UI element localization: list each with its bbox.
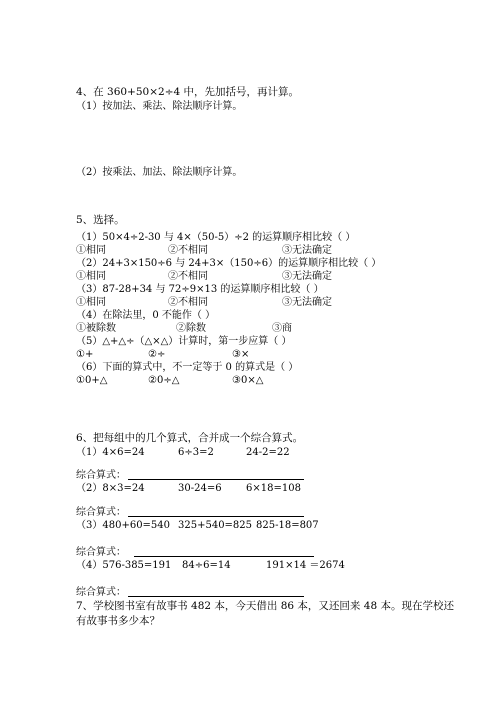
q5-s4-option-a: ①被除数 <box>76 323 116 334</box>
q5-s6-option-a: ①0+△ <box>76 375 108 386</box>
q5-s3-option-c: ③无法确定 <box>282 297 332 308</box>
q6-g2-answer-line[interactable] <box>128 506 304 517</box>
q4-title: 4、在 360+50×2÷4 中，先加括号，再计算。 <box>76 86 300 98</box>
q6-g2-combined-label: 综合算式： <box>76 507 126 518</box>
q5-s4-option-c: ③商 <box>272 323 292 334</box>
q5-s4-stem: （4）在除法里，0 不能作（ ） <box>76 310 216 321</box>
q7-line2: 有故事书多少本？ <box>76 615 160 627</box>
q6-g4-eq3: 191×14 ＝2674 <box>266 560 345 571</box>
q5-s1-stem: （1）50×4÷2-30 与 4×（50-5）÷2 的运算顺序相比较（ ） <box>76 232 356 243</box>
q5-title: 5、选择。 <box>76 214 125 226</box>
q6-g3-eq2: 325+540=825 <box>178 520 253 531</box>
q6-g3-answer-line[interactable] <box>134 546 314 557</box>
q5-s3-stem: （3）87-28+34 与 72÷9×13 的运算顺序相比较（ ） <box>76 284 324 295</box>
q5-s1-option-c: ③无法确定 <box>282 245 332 256</box>
q7-line1: 7、学校图书室有故事书 482 本，今天借出 86 本，又还回来 48 本。现在学校还 <box>76 600 454 612</box>
q6-g3-eq1: （3）480+60=540 <box>76 520 171 531</box>
q5-s1-option-b: ②不相同 <box>168 245 208 256</box>
q6-g2-eq2: 30-24=6 <box>178 483 222 494</box>
q6-g1-eq2: 6÷3=2 <box>178 447 214 458</box>
q5-s6-option-c: ③0×△ <box>232 375 264 386</box>
q5-s4-option-b: ②除数 <box>176 323 206 334</box>
q5-s5-stem: （5）△+△÷（△×△）计算时，第一步应算（ ） <box>76 336 292 347</box>
q5-s6-stem: （6）下面的算式中，不一定等于 0 的算式是（ ） <box>76 362 299 373</box>
q6-g4-combined-label: 综合算式： <box>76 587 126 598</box>
q6-g1-eq1: （1）4×6=24 <box>76 447 145 458</box>
q5-s3-option-b: ②不相同 <box>168 297 208 308</box>
q5-s1-option-a: ①相同 <box>76 245 106 256</box>
q6-g1-eq3: 24-2=22 <box>246 447 290 458</box>
q6-g3-eq3: 825-18=807 <box>256 520 319 531</box>
q5-s2-option-c: ③无法确定 <box>282 271 332 282</box>
q5-s3-option-a: ①相同 <box>76 297 106 308</box>
q5-s5-option-a: ①+ <box>76 349 94 360</box>
q5-s2-stem: （2）24+3×150÷6 与 24+3×（150÷6）的运算顺序相比较（ ） <box>76 258 382 269</box>
q6-g1-answer-line[interactable] <box>128 469 304 480</box>
q6-g4-eq2: 84÷6=14 <box>182 560 231 571</box>
q4-part1: （1）按加法、乘法、除法顺序计算。 <box>76 101 243 112</box>
q6-g4-answer-line[interactable] <box>128 586 304 597</box>
q6-g3-combined-label: 综合算式： <box>76 547 126 558</box>
q6-g4-eq1: （4）576-385=191 <box>76 560 172 571</box>
q4-part2: （2）按乘法、加法、除法顺序计算。 <box>76 167 243 178</box>
q6-g2-eq1: （2）8×3=24 <box>76 483 145 494</box>
q6-g1-combined-label: 综合算式： <box>76 470 126 481</box>
q5-s2-option-a: ①相同 <box>76 271 106 282</box>
q5-s5-option-c: ③× <box>232 349 250 360</box>
q6-g2-eq3: 6×18=108 <box>246 483 301 494</box>
q5-s2-option-b: ②不相同 <box>168 271 208 282</box>
q6-title: 6、把每组中的几个算式，合并成一个综合算式。 <box>76 432 304 444</box>
q5-s5-option-b: ②÷ <box>148 349 166 360</box>
q5-s6-option-b: ②0÷△ <box>148 375 180 386</box>
